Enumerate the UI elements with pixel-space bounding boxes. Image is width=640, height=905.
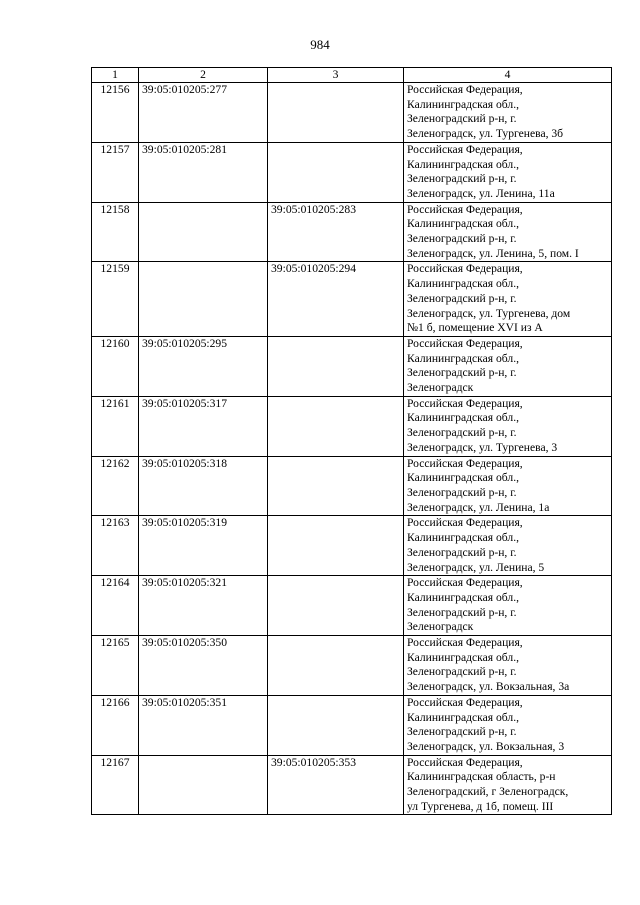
row-number-cell: 12167 (92, 755, 139, 815)
address-line: Зеленоградск, ул. Вокзальная, 3а (407, 680, 570, 694)
row-number-cell: 12158 (92, 202, 139, 262)
table-row (92, 755, 612, 815)
address-line: Зеленоградск, ул. Ленина, 1а (407, 500, 550, 514)
cadastral-number-cell (268, 636, 404, 696)
cadastral-number-cell (139, 202, 268, 262)
cadastral-number-cell (268, 576, 404, 636)
address-line: Российская Федерация, (407, 456, 523, 470)
cadastral-number-cell (139, 755, 268, 815)
row-number-cell: 12163 (92, 516, 139, 576)
row-number-cell: 12165 (92, 636, 139, 696)
cadastral-number-cell: 39:05:010205:319 (139, 516, 268, 576)
column-header-3: 3 (268, 68, 404, 83)
address-line: Зеленоградск (407, 381, 474, 395)
column-header-4: 4 (404, 68, 612, 83)
address-line: Зеленоградск, ул. Тургенева, дом (407, 306, 571, 320)
cadastral-number-cell (268, 516, 404, 576)
address-cell (404, 396, 612, 456)
address-line: ул Тургенева, д 1б, помещ. III (407, 799, 554, 813)
address-line: Российская Федерация, (407, 636, 523, 650)
row-number-cell: 12160 (92, 336, 139, 396)
address-cell (404, 336, 612, 396)
cadastral-number-cell: 39:05:010205:351 (139, 695, 268, 755)
column-header-2: 2 (139, 68, 268, 83)
row-number-cell: 12156 (92, 83, 139, 143)
table-row (92, 576, 612, 636)
address-cell (404, 83, 612, 143)
address-line: Российская Федерация, (407, 202, 523, 216)
table-row (92, 142, 612, 202)
address-line: Российская Федерация, (407, 396, 523, 410)
table-row (92, 262, 612, 337)
address-line: Российская Федерация, (407, 336, 523, 350)
address-line: Зеленоградский, г Зеленоградск, (407, 785, 569, 799)
cadastral-number-cell: 39:05:010205:353 (268, 755, 404, 815)
cadastral-number-cell (139, 262, 268, 337)
page-number: 984 (310, 37, 330, 52)
address-line: Зеленоградский р-н, г. (407, 366, 517, 380)
address-cell (404, 636, 612, 696)
address-cell (404, 576, 612, 636)
address-line: Зеленоградск, ул. Тургенева, 3 (407, 440, 558, 454)
address-line: Российская Федерация, (407, 576, 523, 590)
cadastral-number-cell: 39:05:010205:318 (139, 456, 268, 516)
address-line: Калининградская обл., (407, 590, 519, 604)
table-body (92, 83, 612, 815)
cadastral-number-cell (268, 142, 404, 202)
table-row (92, 695, 612, 755)
address-line: Зеленоградский р-н, г. (407, 172, 517, 186)
header-row (92, 68, 612, 83)
address-line: Зеленоградск, ул. Тургенева, 3б (407, 127, 564, 141)
address-line: Зеленоградск, ул. Ленина, 5 (407, 560, 545, 574)
row-number-cell: 12162 (92, 456, 139, 516)
address-cell (404, 456, 612, 516)
cadastral-number-cell: 39:05:010205:350 (139, 636, 268, 696)
address-line: Зеленоградский р-н, г. (407, 232, 517, 246)
address-line: Калининградская обл., (407, 531, 519, 545)
address-line: Калининградская обл., (407, 97, 519, 111)
cadastral-number-cell: 39:05:010205:294 (268, 262, 404, 337)
address-cell (404, 695, 612, 755)
address-line: Калининградская обл., (407, 351, 519, 365)
address-line: Зеленоградский р-н, г. (407, 605, 517, 619)
column-header-1: 1 (92, 68, 139, 83)
address-line: Зеленоградский р-н, г. (407, 112, 517, 126)
address-line: Зеленоградский р-н, г. (407, 545, 517, 559)
address-line: Калининградская обл., (407, 650, 519, 664)
address-cell (404, 142, 612, 202)
address-line: Калининградская обл., (407, 710, 519, 724)
cadastral-number-cell: 39:05:010205:321 (139, 576, 268, 636)
address-line: Калининградская обл., (407, 277, 519, 291)
address-cell (404, 202, 612, 262)
address-line: Зеленоградск (407, 620, 474, 634)
address-line: Зеленоградский р-н, г. (407, 426, 517, 440)
cadastral-number-cell (268, 396, 404, 456)
address-line: Российская Федерация, (407, 755, 523, 769)
cadastral-number-cell (268, 456, 404, 516)
address-line: Российская Федерация, (407, 695, 523, 709)
table-row (92, 396, 612, 456)
table-row (92, 636, 612, 696)
table-row (92, 336, 612, 396)
address-cell (404, 262, 612, 337)
row-number-cell: 12164 (92, 576, 139, 636)
address-line: Российская Федерация, (407, 262, 523, 276)
address-line: Российская Федерация, (407, 83, 523, 96)
address-line: Зеленоградский р-н, г. (407, 291, 517, 305)
cadastral-number-cell (268, 695, 404, 755)
cadastral-number-cell (268, 83, 404, 143)
registry-table (91, 67, 612, 815)
row-number-cell: 12161 (92, 396, 139, 456)
cadastral-number-cell: 39:05:010205:317 (139, 396, 268, 456)
address-line: Калининградская обл., (407, 157, 519, 171)
address-cell (404, 516, 612, 576)
address-line: №1 б, помещение XVI из А (407, 321, 543, 335)
row-number-cell: 12159 (92, 262, 139, 337)
cadastral-number-cell: 39:05:010205:283 (268, 202, 404, 262)
address-line: Российская Федерация, (407, 142, 523, 156)
table-row (92, 456, 612, 516)
address-cell (404, 755, 612, 815)
address-line: Зеленоградск, ул. Ленина, 11а (407, 186, 555, 200)
table-row (92, 516, 612, 576)
cadastral-number-cell: 39:05:010205:281 (139, 142, 268, 202)
cadastral-number-cell: 39:05:010205:295 (139, 336, 268, 396)
address-line: Зеленоградск, ул. Вокзальная, 3 (407, 739, 565, 753)
address-line: Зеленоградский р-н, г. (407, 725, 517, 739)
address-line: Калининградская обл., (407, 217, 519, 231)
address-line: Зеленоградский р-н, г. (407, 485, 517, 499)
address-line: Российская Федерация, (407, 516, 523, 530)
address-line: Калининградская обл., (407, 471, 519, 485)
table-row (92, 202, 612, 262)
table-row (92, 83, 612, 143)
address-line: Калининградская обл., (407, 411, 519, 425)
address-line: Зеленоградский р-н, г. (407, 665, 517, 679)
row-number-cell: 12166 (92, 695, 139, 755)
row-number-cell: 12157 (92, 142, 139, 202)
address-line: Калининградская область, р-н (407, 770, 556, 784)
address-line: Зеленоградск, ул. Ленина, 5, пом. I (407, 246, 579, 260)
cadastral-number-cell (268, 336, 404, 396)
cadastral-number-cell: 39:05:010205:277 (139, 83, 268, 143)
